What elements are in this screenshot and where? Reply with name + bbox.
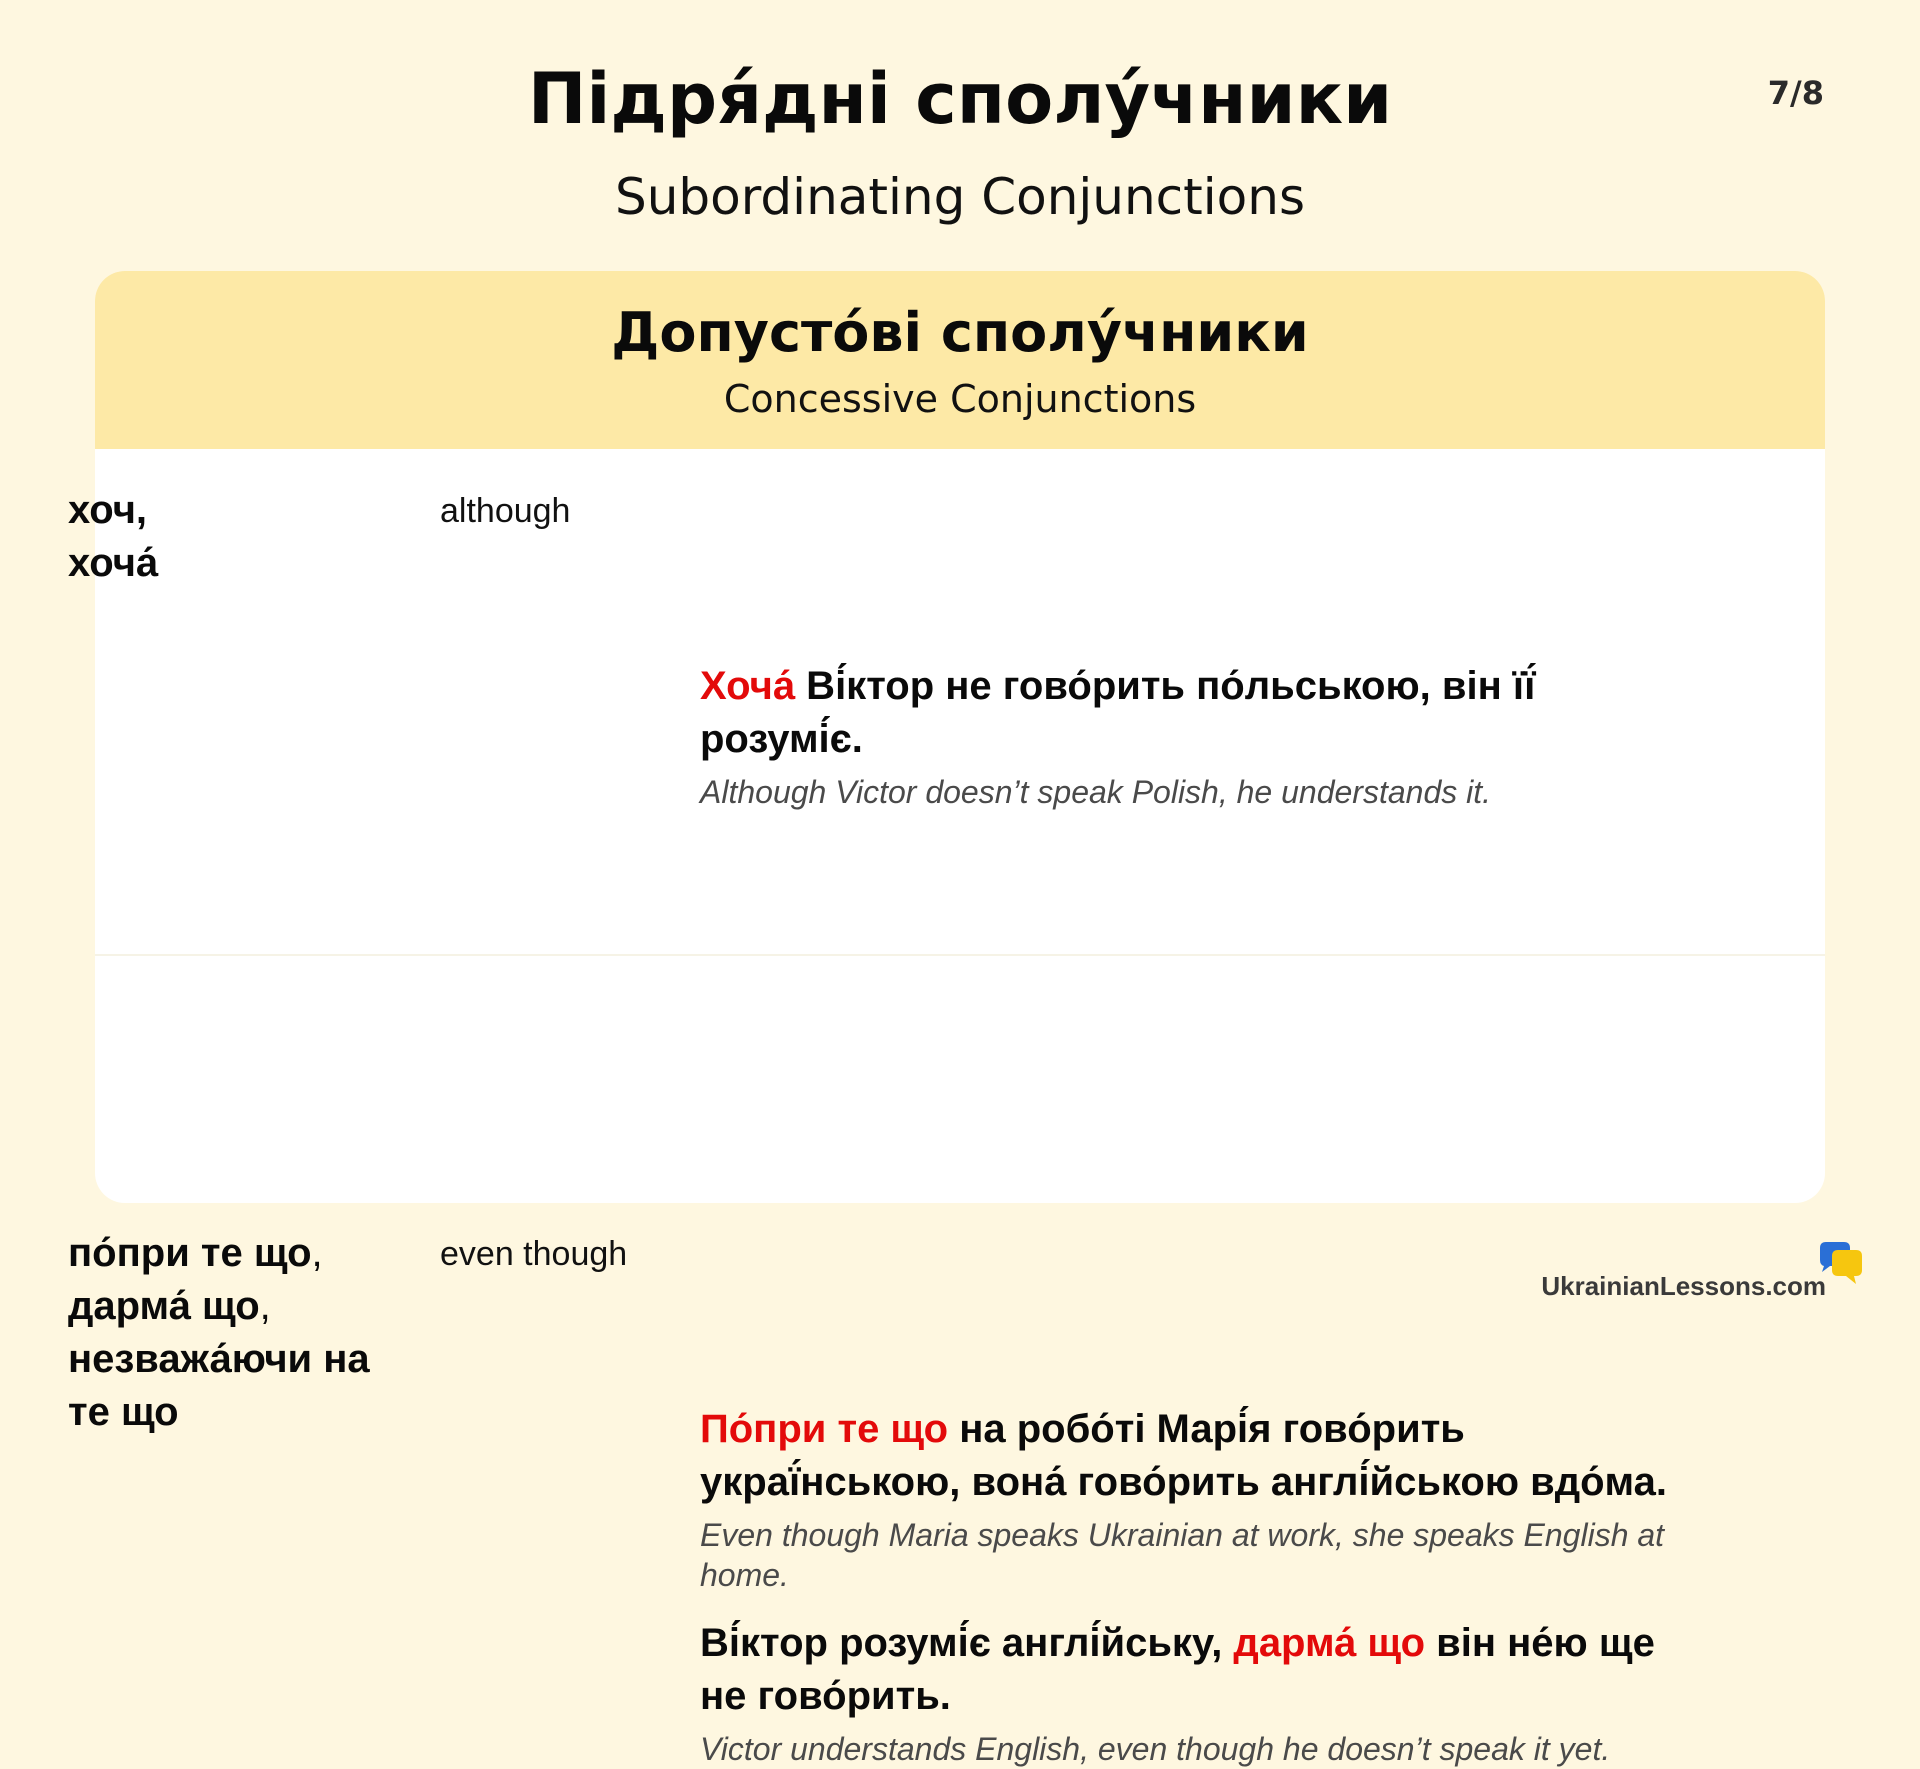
conjunction-term-line bbox=[68, 1280, 408, 1333]
term-text: по́при те що bbox=[68, 1231, 312, 1275]
examples bbox=[700, 1403, 1700, 1769]
sentence-text: Ві́ктор розумі́є англі́йську, bbox=[700, 1621, 1234, 1665]
sentence-text: він не́ю ще не гово́рить. bbox=[700, 1621, 1655, 1718]
example-translation: Victor understands English, even though he doesn’t speak it yet. bbox=[700, 1731, 1611, 1767]
highlighted-conjunction: дарма́ що bbox=[1233, 1621, 1426, 1665]
term-comma: , bbox=[259, 1284, 271, 1328]
conjunction-translation: even though bbox=[440, 1235, 628, 1273]
page-subtitle: Subordinating Conjunctions bbox=[615, 168, 1305, 226]
example-sentence bbox=[700, 1403, 1700, 1509]
example-block bbox=[700, 1403, 1700, 1595]
conjunction-row-1 bbox=[0, 178, 1920, 810]
term-comma: , bbox=[311, 1231, 323, 1275]
example-translation: Even though Maria speaks Ukrainian at work, she speaks English at home. bbox=[700, 1517, 1665, 1593]
conjunction-term bbox=[68, 484, 408, 590]
page-counter: 7/8 bbox=[1767, 74, 1824, 112]
example-translation: Although Victor doesn’t speak Polish, he understands it. bbox=[700, 774, 1492, 810]
speech-bubbles-icon bbox=[1816, 1238, 1864, 1288]
card-title: Допусто́ві сполу́чники bbox=[611, 301, 1309, 364]
conjunction-term-line: хоча́ bbox=[68, 541, 159, 585]
conjunction-term-line: те що bbox=[68, 1390, 179, 1434]
card-subtitle: Concessive Conjunctions bbox=[723, 377, 1197, 421]
example-block bbox=[700, 1617, 1700, 1769]
page-title: Підря́дні сполу́чники bbox=[527, 58, 1393, 140]
term-text: дарма́ що bbox=[68, 1284, 260, 1328]
conjunction-translation: although bbox=[440, 492, 571, 530]
conjunction-term bbox=[68, 1227, 408, 1439]
conjunction-term-line: незважа́ючи на bbox=[68, 1337, 370, 1381]
brand-logo-text[interactable]: UkrainianLessons.com bbox=[1541, 1271, 1826, 1301]
highlighted-conjunction: Хоча́ bbox=[700, 664, 796, 708]
conjunction-term-line bbox=[68, 1227, 408, 1280]
example-sentence bbox=[700, 1617, 1700, 1723]
highlighted-conjunction: По́при те що bbox=[700, 1407, 949, 1451]
sentence-text: Ві́ктор не гово́рить по́льською, він її́ розумі́є. bbox=[700, 664, 1536, 761]
sentence-text: на робо́ті Марі́я гово́рить украї́нською, вона́ гово́рить англі́йською вдо́ма. bbox=[700, 1407, 1667, 1504]
conjunction-term-line: хоч, bbox=[68, 488, 148, 532]
